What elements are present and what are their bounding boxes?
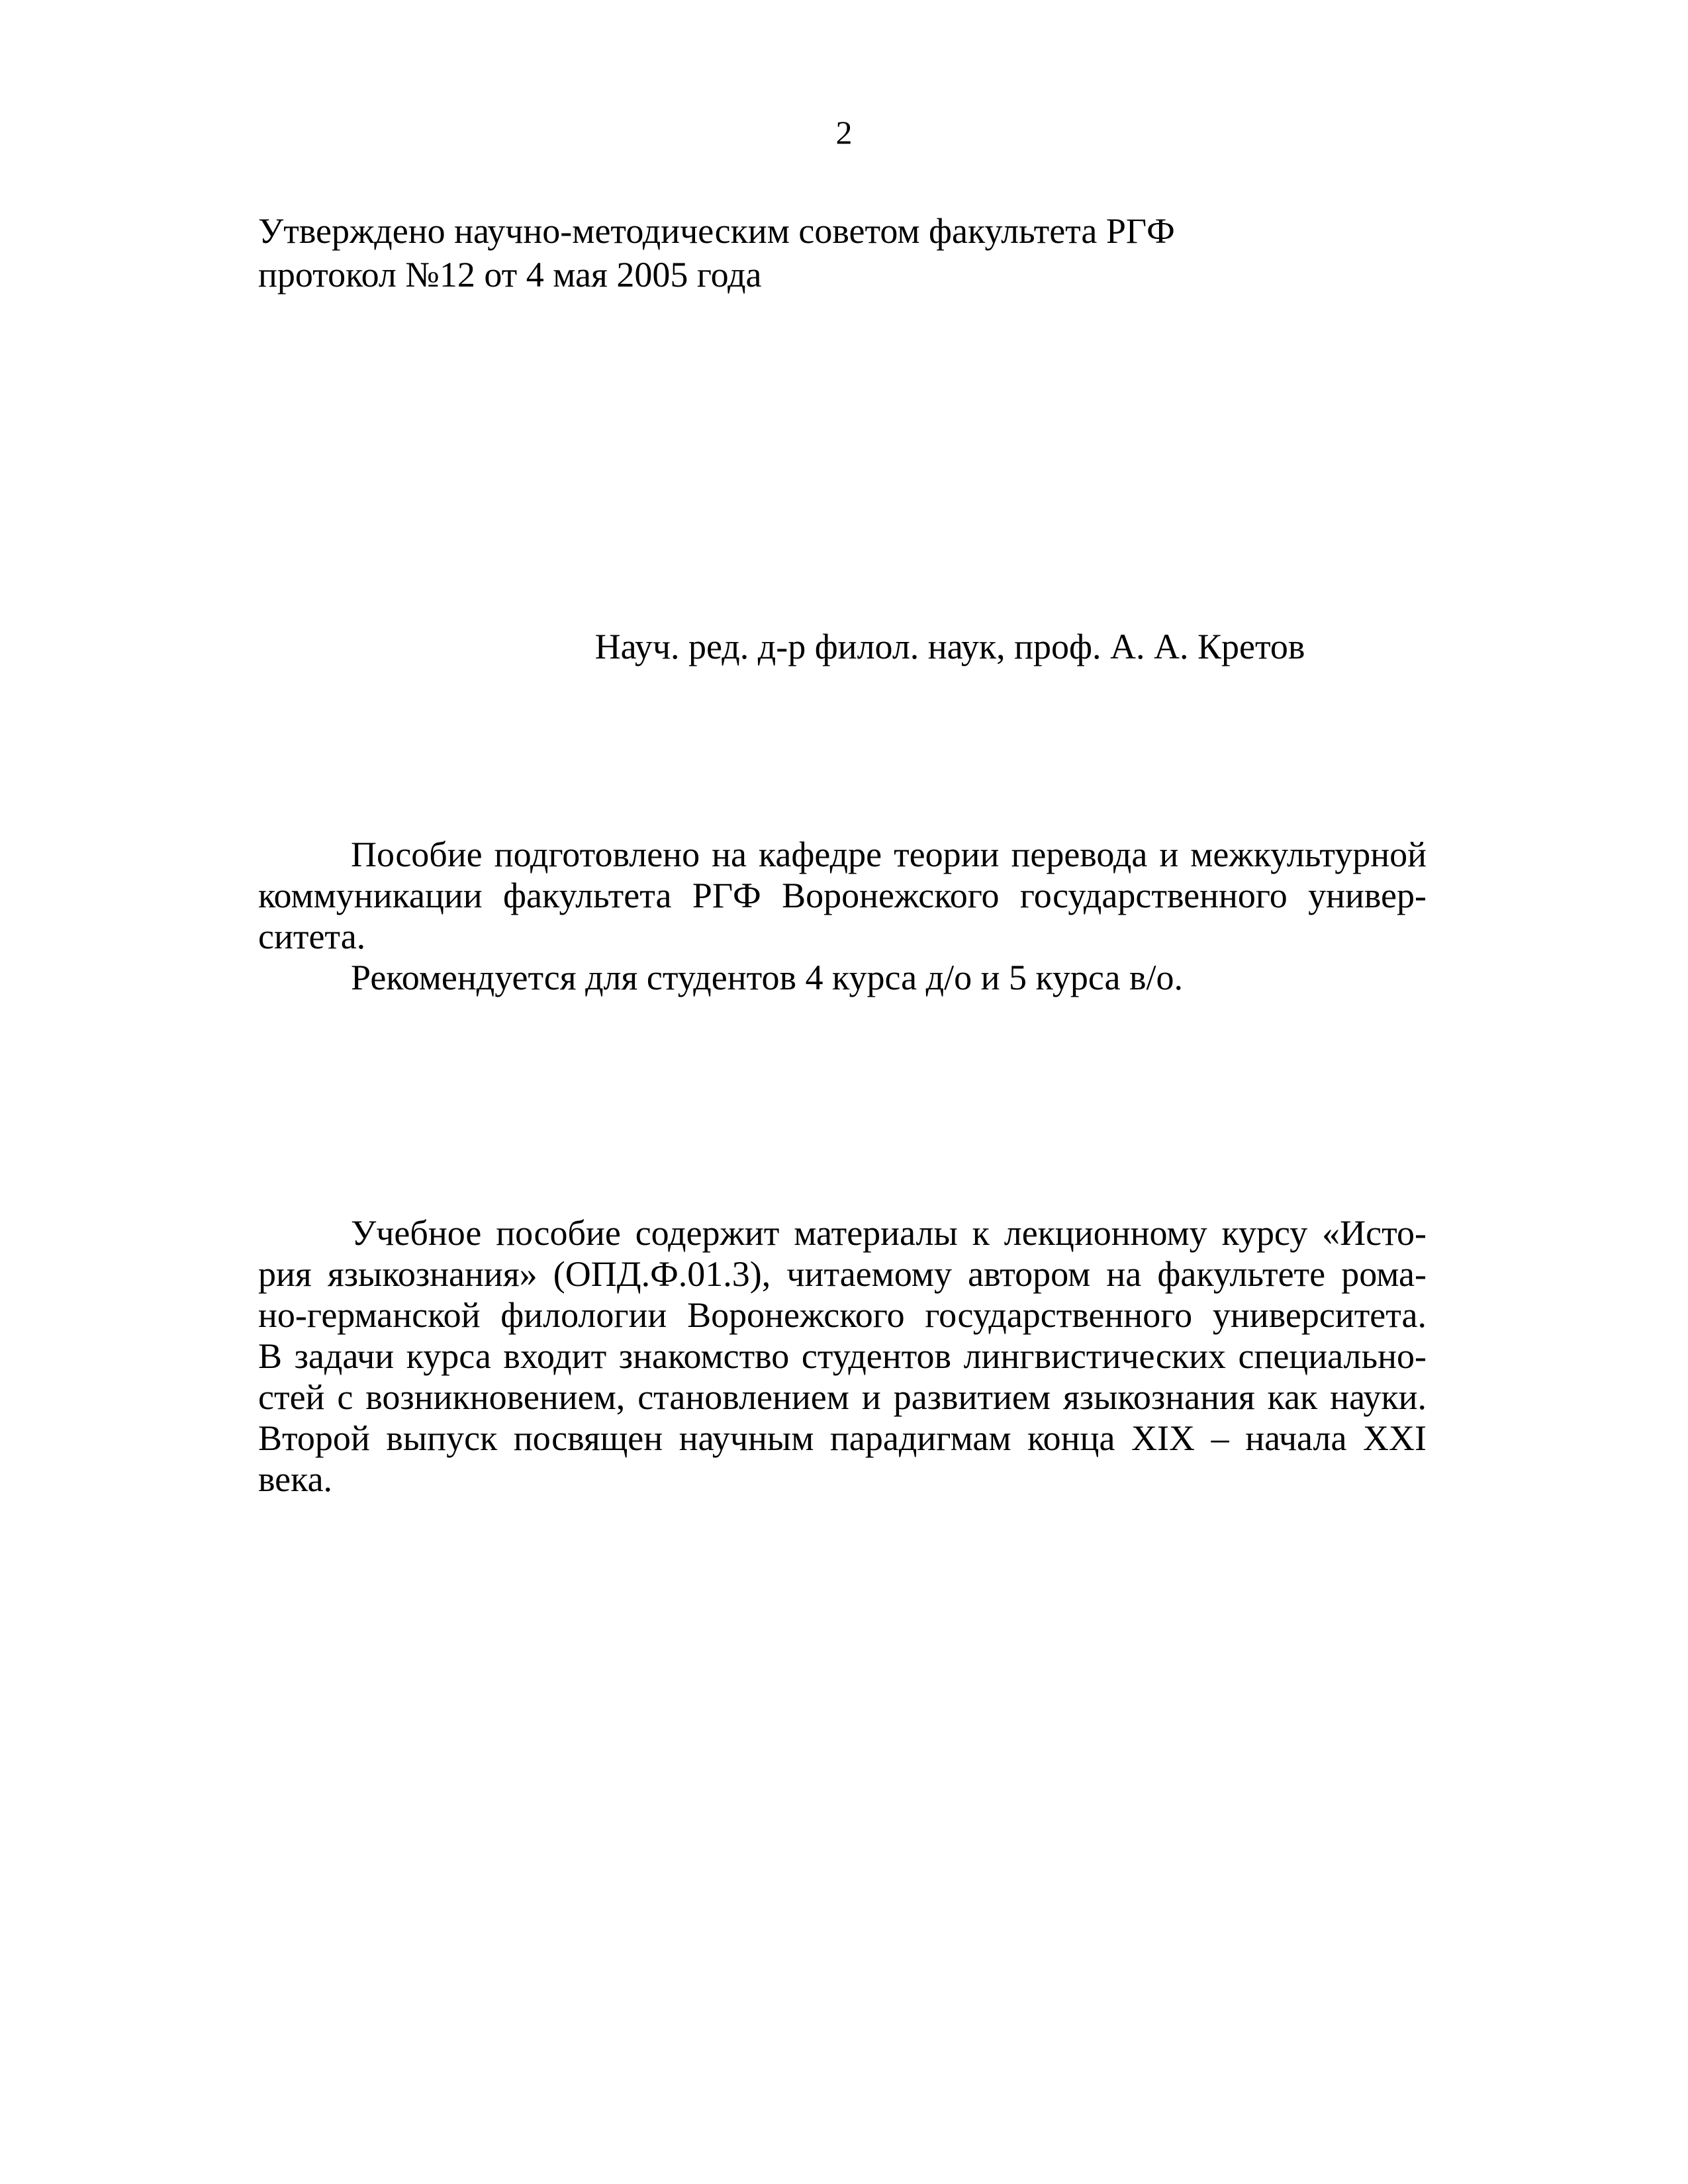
text-line: Учебное пособие содержит материалы к лекционному курсу «Исто- xyxy=(351,1213,1427,1253)
text-line: стей с возникновением, становлением и развитием языкознания как науки. xyxy=(258,1377,1427,1417)
text-line: но-германской филологии Воронежского государственного университета. xyxy=(258,1295,1427,1335)
text-line: Второй выпуск посвящен научным парадигмам конца XIX – начала XXI xyxy=(258,1418,1427,1458)
scientific-editor xyxy=(0,625,1688,668)
approval-block xyxy=(258,209,1450,296)
text-line: ситета. xyxy=(258,917,366,956)
text-line: рия языкознания» (ОПД.Ф.01.3), читаемому автором на факультете рома- xyxy=(258,1254,1427,1294)
approval-line: Утверждено научно-методическим советом факультета РГФ xyxy=(258,211,1175,251)
text-line: коммуникации факультета РГФ Воронежского государственного универ- xyxy=(258,876,1427,915)
text-line: Пособие подготовлено на кафедре теории перевода и межкультурной xyxy=(351,835,1427,874)
scientific-editor-text: Науч. ред. д-р филол. наук, проф. А. А. Кретов xyxy=(594,627,1305,666)
approval-line: протокол №12 от 4 мая 2005 года xyxy=(258,255,762,295)
annotation-paragraph xyxy=(258,1212,1427,1500)
text-line: века. xyxy=(258,1459,333,1499)
recommendation-line: Рекомендуется для студентов 4 курса д/о и 5 курса в/о. xyxy=(351,958,1184,997)
text-line: В задачи курса входит знакомство студентов лингвистических специально- xyxy=(258,1336,1427,1376)
prepared-paragraph xyxy=(258,834,1427,998)
page-number: 2 xyxy=(835,114,853,151)
